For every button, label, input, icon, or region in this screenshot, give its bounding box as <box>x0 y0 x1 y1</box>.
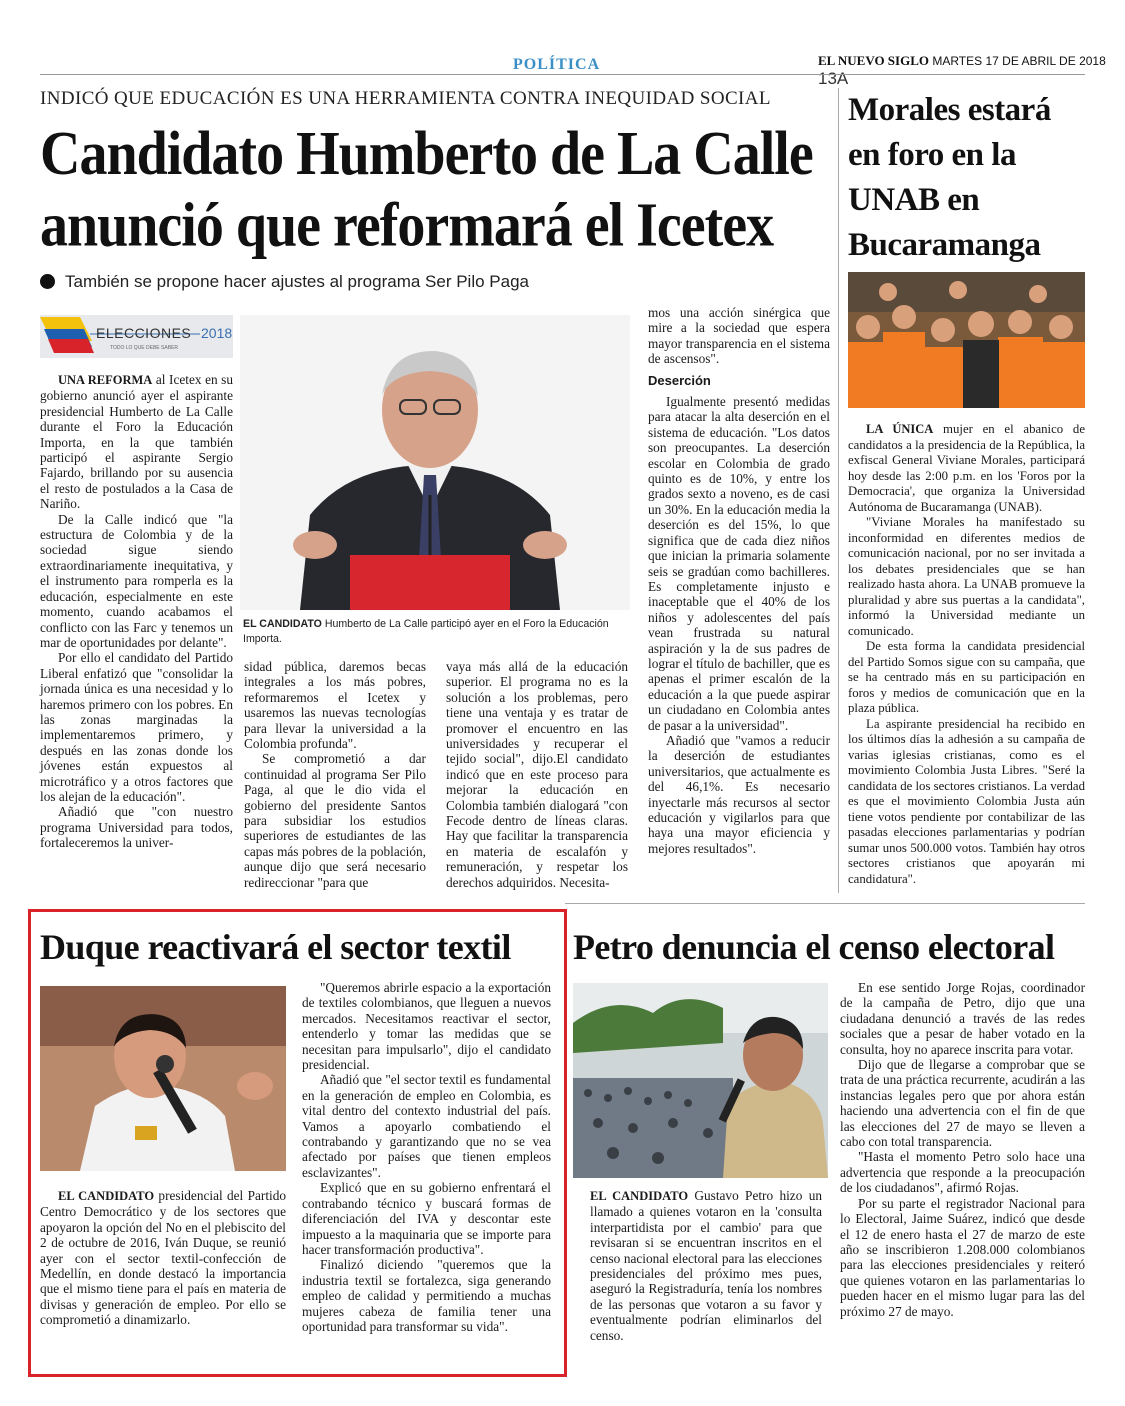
candidate-speaking-image <box>240 315 630 610</box>
duque-photo <box>40 986 286 1171</box>
main-column-2 <box>244 659 426 890</box>
main-subhead <box>40 272 529 292</box>
paragraph: "Viviane Morales ha manifestado su inconformidad en diferentes medios de comunicación nacional, por no ser invitada a los debates presidenciales que se han realizado hasta ahora. La UNAB promueve la pluralidad y abre sus puertas a la candidata", informó la Universidad mediante un comunicado. <box>848 515 1085 638</box>
caption-text: Humberto de La Calle participó ayer en el Foro la Educación Importa. <box>243 618 609 645</box>
paragraph: al Icetex en su gobierno anunció ayer el aspirante presidencial Humberto de La Calle durante el Foro la Educación Importa, en la que también participó el aspirante Sergio Fajardo, brillando por su ausencia el resto de postulados a la Casa de Nariño. <box>40 372 233 512</box>
sidebar-photo <box>848 272 1085 408</box>
badge-tagline: TODO LO QUE DEBE SABER <box>110 345 178 351</box>
rally-crowd-image <box>573 983 828 1178</box>
paragraph: presidencial del Partido Centro Democrático y de los sectores que apoyaron la opción del No en el plebiscito del 2 de octubre de 2016, Iván Duque, se reunió ayer con el sector textil-confección de Medellín, en donde destacó la importancia que el mismo tiene para el país en materia de divisas y generación de empleo. Por ello se comprometió a dinamizarlo. <box>40 1188 287 1328</box>
page-number: 13A <box>818 69 849 88</box>
story-lead: UNA REFORMA <box>58 373 153 387</box>
paragraph: sidad pública, daremos becas integrales a los más pobres, reformaremos el Icetex y usaremos las nuevas tecnologías para llevar la universidad a la Colombia profunda". <box>244 659 426 752</box>
main-photo-caption <box>243 617 628 647</box>
paragraph: "Hasta el momento Petro solo hace una advertencia que responde a la preocupación de los ciudadanos", afirmó Rojas. <box>840 1149 1085 1196</box>
paragraph: La aspirante presidencial ha recibido en los últimos días la adhesión a su campaña de varias iglesias cristianas, como es el movimiento Colombia Justa Libres. "Seré la candidata de los sectores cristianos. La verdad es que el movimiento Colombia Justa aún tiene votos pendiente por contabilizar de las pasadas elecciones parlamentarias y podrían sumar unos 500.000 votos. También hay otros sectores cristianos que apoyarán mi candidatura". <box>848 716 1086 886</box>
duque-headline: Duque reactivará el sector textil <box>40 927 511 967</box>
main-column-1 <box>40 372 233 851</box>
paragraph: mos una acción sinérgica que mire a la sociedad que espera mayor transparencia en el sistema de ascensos". <box>648 305 830 367</box>
paper-name: EL NUEVO SIGLO <box>818 53 929 68</box>
column-divider <box>838 88 839 893</box>
main-column-3 <box>446 659 628 890</box>
paragraph: Por ello el candidato del Partido Liberal enfatizó que "consolidar la jornada única es una necesidad y lo haremos primero con los pobres. En las zonas marginadas la implementaremos primero, y después en las zonas donde los jóvenes están expuestos al microtráfico y a otros factores que los alejan de la educación". <box>40 650 233 804</box>
paragraph: De esta forma la candidata presidencial del Partido Somos sigue con su campaña, que se ha centrado más en su participación en foros y medios de comunicación que en la plaza pública. <box>848 639 1085 715</box>
paragraph: "Queremos abrirle espacio a la exportación de textiles colombianos, que lleguen a nuevos mercados. Necesitamos reactivar el sector, entenderlo y tomar las medidas que se necesitan para impulsarlo", dijo el candidato presidencial. <box>302 980 551 1073</box>
sidebar-body <box>848 422 1085 887</box>
paragraph: De la Calle indicó que "la estructura de Colombia y de la sociedad sigue siendo extraordinariamente inequitativa, y el instrumento para romperla es la educación, especialmente en este momento, cuando acabamos el conflicto con las Farc y tenemos un mar de oportunidades por delante". <box>40 511 233 650</box>
section-divider <box>565 903 1085 904</box>
paragraph: Gustavo Petro hizo un llamado a quienes votaron en la 'consulta interpartidista por el cambio' para que revisaran si se encuentran inscritos en el censo nacional electoral para las elecciones presidenciales del próximo mes pues, aseguró la Registraduría, tenía los nombres de las personas que votaron a su favor y eventualmente podrían eliminarlos del censo. <box>590 1188 822 1343</box>
issue-date: MARTES 17 DE ABRIL DE 2018 <box>932 54 1106 68</box>
story-lead: LA ÚNICA <box>866 422 934 436</box>
paragraph: Se comprometió a dar continuidad al programa Ser Pilo Paga, al que le dio vida el gobierno del presidente Santos para subsidiar los estudios superiores de estudiantes de las capas más pobres de la población, aunque dijo que será necesario redireccionar "para que <box>244 751 426 890</box>
paragraph: mujer en el abanico de candidatos a la presidencia de la República, la exfiscal General Viviane Morales, participará hoy desde las 2:00 p.m. en los 'Foros por la Democracia', que organiza la Universidad Autónoma de Bucaramanga (UNAB). <box>848 422 1085 514</box>
paragraph: Finalizó diciendo "queremos que la industria textil se fortalezca, siga generando empleo de calidad y permitiendo a muchas mujeres cabeza de familia tener una oportunidad para transformar su vida". <box>302 1257 551 1334</box>
duque-column-1 <box>40 1188 286 1328</box>
story-lead: EL CANDIDATO <box>590 1189 689 1203</box>
paragraph: Añadió que "con nuestro programa Universidad para todos, fortaleceremos la univer- <box>40 804 233 851</box>
paragraph: Por su parte el registrador Nacional para lo Electoral, Jaime Suárez, indicó que desde el 12 de enero hasta el 27 de marzo de este año se inscribieron 1.208.000 colombianos para las elecciones presidenciales y reiteró que quienes votaron en las parlamentarias lo pueden hacer en el mismo lugar para las del próximo 27 de mayo. <box>840 1195 1085 1319</box>
petro-column-1 <box>590 1188 822 1343</box>
caption-lead: EL CANDIDATO <box>243 618 322 630</box>
paragraph: Explicó que en su gobierno enfrentará el contrabando técnico y buscará formas de diferenciación del IVA y descontar este impuesto a la maquinaria que se importe para hacer transformación productiva". <box>302 1180 551 1257</box>
main-photo <box>240 315 630 610</box>
story-lead: EL CANDIDATO <box>58 1189 155 1203</box>
paragraph: vaya más allá de la educación superior. El programa no es la solución a los problemas, pero tiene una ventaja y es tratar de promover el encuentro en las universidades y recuperar el tejido social", dijo.El candidato indicó que en este proceso para mejorar la educación en Colombia también dialogará "con Fecode dentro de líneas claras. Hay que facilitar la transparencia en materia de escalafón y remuneración, y respetar los derechos adquiridos. Necesita- <box>446 659 628 890</box>
petro-column-2 <box>840 980 1085 1319</box>
main-column-4 <box>648 305 830 856</box>
sidebar-headline: Morales estará en foro en la UNAB en Bucaramanga <box>848 92 1051 263</box>
paragraph: Añadió que "vamos a reducir la deserción de estudiantes universitarios, que actualmente es del 46,1%. Es necesario inyectarle más recursos al sector educación y vigilarlos para que haya una mayor eficiencia y mejores resultados". <box>648 732 830 856</box>
paragraph: Dijo que de llegarse a comprobar que se trata de una práctica recurrente, acudirán a las instancias legales pero que por ahora están haciendo una advertencia con el fin de que las elecciones del 27 de mayo se lleven a cabo con total transparencia. <box>840 1057 1085 1150</box>
badge-label: ELECCIONES <box>96 325 192 341</box>
section-label: POLÍTICA <box>513 56 601 73</box>
candidate-microphone-image <box>40 986 286 1171</box>
section-subhead: Deserción <box>648 372 711 388</box>
main-headline: Candidato Humberto de La Calle anunció que reformará el Icetex <box>40 119 813 261</box>
paragraph: Igualmente presentó medidas para atacar la alta deserción en el sistema de educación. "Los datos son preocupantes. La deserción escolar en Colombia de grado quinto es de 10%, y entre los grados sexto a noveno, es de casi un 30%. En la educación media la deserción es del 15%, lo que significa que de cada diez niños que inician la primaria solamente seis se gradúan como bachilleres. Es completamente injusto e inaceptable que el 40% de los niños y adolescentes del país vean frustrada su natural aspiración y la de sus padres de lograr el título de bachiller, que es apenas el primer escalón de la educación a la que puede aspirar un ciudadano en Colombia antes de pasar a la universidad". <box>648 394 830 733</box>
main-kicker: INDICÓ QUE EDUCACIÓN ES UNA HERRAMIENTA CONTRA INEQUIDAD SOCIAL <box>40 88 771 109</box>
elections-badge <box>40 315 233 358</box>
paragraph: Añadió que "el sector textil es fundamental en la generación de empleo en Colombia, es vital dentro del contexto industrial del país. Vamos a apoyarlo combatiendo el contrabando y garantizando que no se vea afectado por países que tienen empleos esclavizantes". <box>302 1072 551 1180</box>
bullet-icon <box>40 274 55 289</box>
supporters-group-image <box>848 272 1085 408</box>
petro-headline: Petro denuncia el censo electoral <box>573 927 1055 967</box>
paragraph: En ese sentido Jorge Rojas, coordinador de la campaña de Petro, dijo que una ciudadana denunció a través de las redes sociales que a pesar de haber votado en la consulta, hoy no aparece inscrita para votar. <box>840 980 1085 1057</box>
main-subhead-text: También se propone hacer ajustes al programa Ser Pilo Paga <box>65 272 529 291</box>
page-header <box>818 53 1125 89</box>
duque-column-2 <box>302 980 551 1334</box>
petro-photo <box>573 983 828 1178</box>
header-rule <box>40 74 1085 75</box>
badge-year: 2018 <box>201 325 233 341</box>
